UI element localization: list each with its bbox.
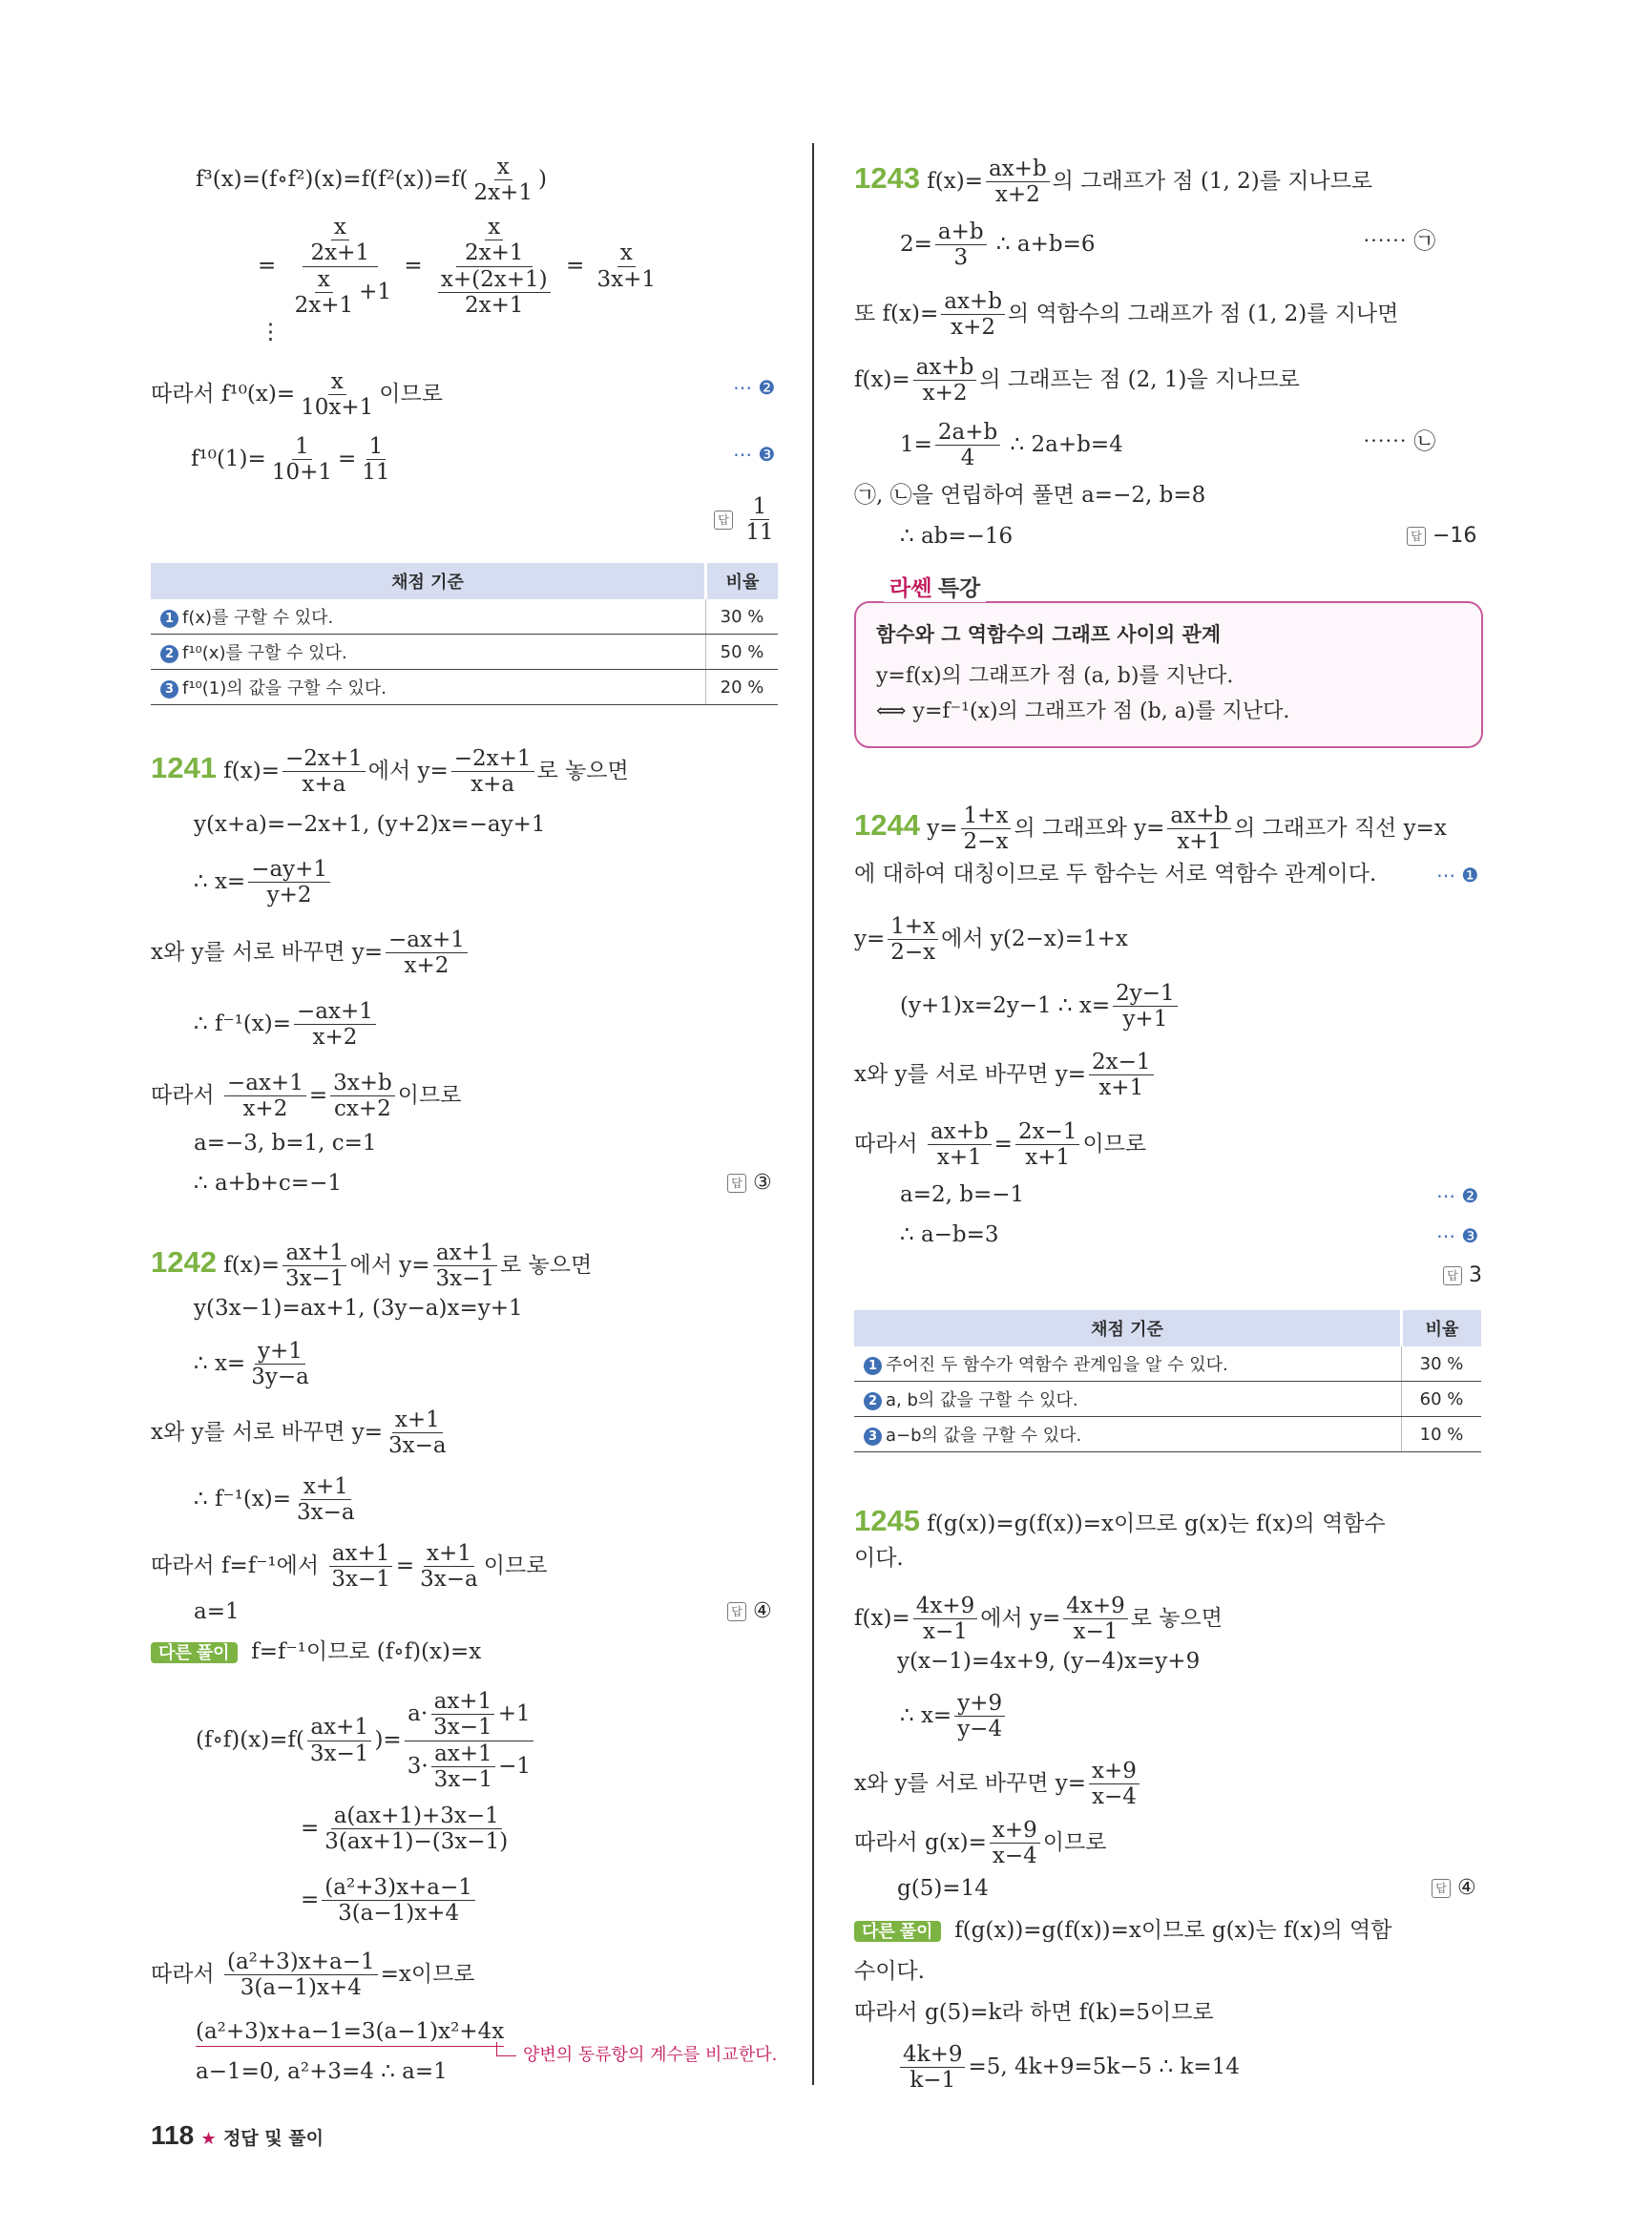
problem-1242-line3: ∴ x= $\frac{y+1}{3y-a}$ <box>194 1339 309 1390</box>
problem-1241-line8: ∴ a+b+c=−1 <box>194 1171 342 1196</box>
problem-number: 1245 <box>854 1504 920 1537</box>
alt-solution-1245-line3: 따라서 g(5)=k라 하면 f(k)=5이므로 <box>854 2000 1214 2025</box>
problem-1243-line6: ㉠, ㉡을 연립하여 풀면 a=−2, b=8 <box>854 483 1206 508</box>
problem-1241-line6: 따라서 $\frac{-ax+1}{x+2}$ = $\frac{3x+b}{cx+2}$ 이므로 <box>151 1071 462 1122</box>
alt-solution-tag: 다른 풀이 <box>151 1642 238 1663</box>
star-icon: ★ <box>200 2129 217 2149</box>
scoring-table-2 <box>854 1310 1481 1452</box>
lecture-box-tab: 라쎈 특강 <box>884 571 986 602</box>
answer-1244: 답 3 <box>1443 1265 1482 1286</box>
alt-solution-1245-line1: 다른 풀이 f(g(x))=g(f(x))=x이므로 g(x)는 f(x)의 역함 <box>854 1920 1391 1942</box>
eq-f3-steps: = $\frac{x}{2x+1}$ $\frac{x}{2x+1}$ +1 = $\frac{\frac{x}{2x+1}}{\frac{x+(2x+1)}{2x+1}}$ = $\frac{x}{3x+1}$ <box>258 215 657 319</box>
problem-1241-line2: y(x+a)=−2x+1, (y+2)x=−ay+1 <box>194 812 546 837</box>
problem-1241-line5: ∴ f⁻¹(x)= $\frac{-ax+1}{x+2}$ <box>194 999 379 1051</box>
problem-1243-line1: 1243 f(x)= $\frac{ax+b}{x+2}$ 의 그래프가 점 (1, 2)를 지나므로 <box>854 156 1373 208</box>
label-eq-a: ⋯⋯ ㉠ <box>1363 229 1436 254</box>
problem-1245-line4: y(x−1)=4x+9, (y−4)x=y+9 <box>897 1649 1201 1674</box>
step-mark-1: ⋯ ❶ <box>1436 864 1479 886</box>
label-eq-b: ⋯⋯ ㉡ <box>1363 429 1436 454</box>
alt-solution-1245-line4: $\frac{4k+9}{k-1}$ =5, 4k+9=5k−5 ∴ k=14 <box>897 2042 1240 2094</box>
alt-solution-1242-line3: = $\frac{a(ax+1)+3x-1}{3(ax+1)-(3x-1)}$ <box>301 1804 509 1855</box>
answer-1241: 답 ③ <box>727 1173 772 1194</box>
vdots: ⋮ <box>260 320 282 344</box>
problem-1244-line6: 따라서 $\frac{ax+b}{x+1}$ = $\frac{2x-1}{x+1}$ 이므로 <box>854 1119 1147 1171</box>
problem-1244-line1: 1244 y= $\frac{1+x}{2-x}$ 의 그래프와 y= $\frac{ax+b}{x+1}$ 의 그래프가 직선 y=x <box>854 803 1447 855</box>
problem-1241-line7: a=−3, b=1, c=1 <box>194 1131 377 1156</box>
table-row: 3 f¹⁰(1)의 값을 구할 수 있다. 20 % <box>151 670 778 705</box>
answer-1240: 답 $\frac{1}{11}$ <box>714 494 780 546</box>
table-header-criteria: 채점 기준 <box>151 563 706 599</box>
problem-1243-line5: 1= $\frac{2a+b}{4}$ ∴ 2a+b=4 <box>900 420 1123 471</box>
table-header-ratio: 비율 <box>1402 1310 1482 1346</box>
eq-f10: 따라서 f¹⁰(x)= $\frac{x}{10x+1}$ 이므로 <box>151 369 443 421</box>
alt-solution-1242-line6: (a²+3)x+a−1=3(a−1)x²+4x <box>196 2021 504 2047</box>
problem-1242-line1: 1242 f(x)= $\frac{ax+1}{3x-1}$ 에서 y= $\frac{ax+1}{3x-1}$ 로 놓으면 <box>151 1241 593 1292</box>
answer-icon: 답 <box>1407 527 1426 546</box>
lecture-title: 함수와 그 역함수의 그래프 사이의 관계 <box>876 623 1222 646</box>
table-row: 3 a−b의 값을 구할 수 있다. 10 % <box>854 1417 1481 1452</box>
footer-label: 정답 및 풀이 <box>222 2128 324 2149</box>
page-footer <box>151 2122 324 2149</box>
eq-f10-1: f¹⁰(1)= $\frac{1}{10+1}$ = $\frac{1}{11}$ <box>191 434 390 486</box>
problem-1241-line3: ∴ x= $\frac{-ay+1}{y+2}$ <box>194 857 333 908</box>
problem-number: 1244 <box>854 807 920 842</box>
column-divider <box>812 143 814 2085</box>
table-row: 1 주어진 두 함수가 역함수 관계임을 알 수 있다. 30 % <box>854 1346 1481 1382</box>
answer-1245: 답 ④ <box>1432 1878 1476 1899</box>
alt-solution-1245-line2: 수이다. <box>854 1959 925 1984</box>
answer-icon: 답 <box>727 1174 746 1193</box>
table-row: 1 f(x)를 구할 수 있다. 30 % <box>151 599 778 635</box>
problem-1244-line7: a=2, b=−1 <box>900 1182 1025 1207</box>
problem-1245-line6: x와 y를 서로 바꾸면 y= $\frac{x+9}{x-4}$ <box>854 1759 1142 1810</box>
note-bracket <box>496 2042 516 2056</box>
eq-f3: f³(x)=(f∘f²)(x)=f(f²(x))=f( $\frac{x}{2x+1}$ ) <box>196 155 547 206</box>
problem-1244-line5: x와 y를 서로 바꾸면 y= $\frac{2x-1}{x+1}$ <box>854 1050 1157 1101</box>
problem-1245-line7: 따라서 g(x)= $\frac{x+9}{x-4}$ 이므로 <box>854 1818 1107 1869</box>
problem-number: 1242 <box>151 1244 217 1279</box>
alt-solution-1242-line4: = $\frac{\text{(a²+3)x+a−1}}{3(a-1)x+4}$ <box>301 1875 478 1927</box>
problem-1243-line7: ∴ ab=−16 <box>900 524 1014 549</box>
table-header-criteria: 채점 기준 <box>854 1310 1402 1346</box>
problem-1242-line2: y(3x−1)=ax+1, (3y−a)x=y+1 <box>194 1296 523 1321</box>
problem-1245-line5: ∴ x= $\frac{y+9}{y-4}$ <box>900 1691 1008 1742</box>
problem-1243-line2: 2= $\frac{a+b}{3}$ ∴ a+b=6 <box>900 219 1096 271</box>
step-mark-2: ⋯ ❷ <box>1436 1184 1479 1207</box>
table-row: 2 f¹⁰(x)를 구할 수 있다. 50 % <box>151 635 778 670</box>
step-mark-3: ⋯ ❸ <box>1436 1224 1479 1247</box>
problem-1244-line3: y= $\frac{1+x}{2-x}$ 에서 y(2−x)=1+x <box>854 914 1128 966</box>
problem-number: 1243 <box>854 160 920 195</box>
lecture-line-1: y=f(x)의 그래프가 점 (a, b)를 지난다. <box>876 664 1234 688</box>
note-text: 양변의 동류항의 계수를 비교한다. <box>523 2045 778 2065</box>
scoring-table-1 <box>151 563 778 705</box>
problem-1242-line4: x와 y를 서로 바꾸면 y= $\frac{x+1}{3x-a}$ <box>151 1407 447 1459</box>
problem-1245-line3: f(x)= $\frac{4x+9}{x-1}$ 에서 y= $\frac{4x+9}{x-1}$ 로 놓으면 <box>854 1594 1223 1645</box>
answer-icon: 답 <box>727 1602 746 1621</box>
alt-solution-tag: 다른 풀이 <box>854 1921 941 1942</box>
problem-number: 1241 <box>151 750 217 784</box>
alt-solution-1242-line7: a−1=0, a²+3=4 ∴ a=1 <box>196 2059 448 2084</box>
problem-1242-line6: 따라서 f=f⁻¹에서 $\frac{ax+1}{3x-1}$ = $\frac{x+1}{3x-a}$ 이므로 <box>151 1541 548 1593</box>
problem-1244-line4: (y+1)x=2y−1 ∴ x= $\frac{2y-1}{y+1}$ <box>900 981 1181 1032</box>
problem-1244-line8: ∴ a−b=3 <box>900 1222 999 1247</box>
answer-icon: 답 <box>1443 1266 1462 1285</box>
problem-1245-line1: 1245 f(g(x))=g(f(x))=x이므로 g(x)는 f(x)의 역함수 <box>854 1504 1386 1537</box>
problem-1243-line4: f(x)= $\frac{ax+b}{x+2}$ 의 그래프는 점 (2, 1)을 지나므로 <box>854 355 1300 407</box>
problem-1241-line1: 1241 f(x)= $\frac{-2x+1}{x+a}$ 에서 y= $\frac{-2x+1}{x+a}$ 로 놓으면 <box>151 746 629 798</box>
lecture-line-2: ⟺ y=f⁻¹(x)의 그래프가 점 (b, a)를 지난다. <box>876 699 1290 723</box>
problem-1241-line4: x와 y를 서로 바꾸면 y= $\frac{-ax+1}{x+2}$ <box>151 928 471 979</box>
problem-1244-line2: 에 대하여 대칭이므로 두 함수는 서로 역함수 관계이다. <box>854 862 1377 886</box>
answer-icon: 답 <box>1432 1879 1451 1898</box>
answer-1242: 답 ④ <box>727 1601 772 1622</box>
step-mark-3: ⋯ ❸ <box>733 443 776 466</box>
answer-icon: 답 <box>714 511 733 530</box>
page-number: 118 <box>151 2120 195 2150</box>
table-header-ratio: 비율 <box>706 563 779 599</box>
alt-solution-1242-line5: 따라서 $\frac{\text{(a²+3)x+a−1}}{3(a-1)x+4}$ =x이므로 <box>151 1950 475 2001</box>
table-row: 2 a, b의 값을 구할 수 있다. 60 % <box>854 1382 1481 1417</box>
alt-solution-1242-line1: 다른 풀이 f=f⁻¹이므로 (f∘f)(x)=x <box>151 1641 481 1663</box>
problem-1242-line7: a=1 <box>194 1599 240 1624</box>
answer-1243: 답 −16 <box>1407 526 1476 547</box>
problem-1243-line3: 또 f(x)= $\frac{ax+b}{x+2}$ 의 역함수의 그래프가 점 (1, 2)를 지나면 <box>854 289 1399 341</box>
alt-solution-1242-line2: (f∘f)(x)=f( $\frac{ax+1}{3x-1}$ )= a· $\frac{ax+1}{3x-1}$ +1 3· $\frac{ax+1}{3x-1}$ −1 <box>196 1689 536 1793</box>
problem-1245-line8: g(5)=14 <box>897 1876 989 1901</box>
problem-1242-line5: ∴ f⁻¹(x)= $\frac{x+1}{3x-a}$ <box>194 1474 355 1526</box>
step-mark-2: ⋯ ❷ <box>733 376 776 399</box>
problem-1245-line2: 이다. <box>854 1546 904 1571</box>
